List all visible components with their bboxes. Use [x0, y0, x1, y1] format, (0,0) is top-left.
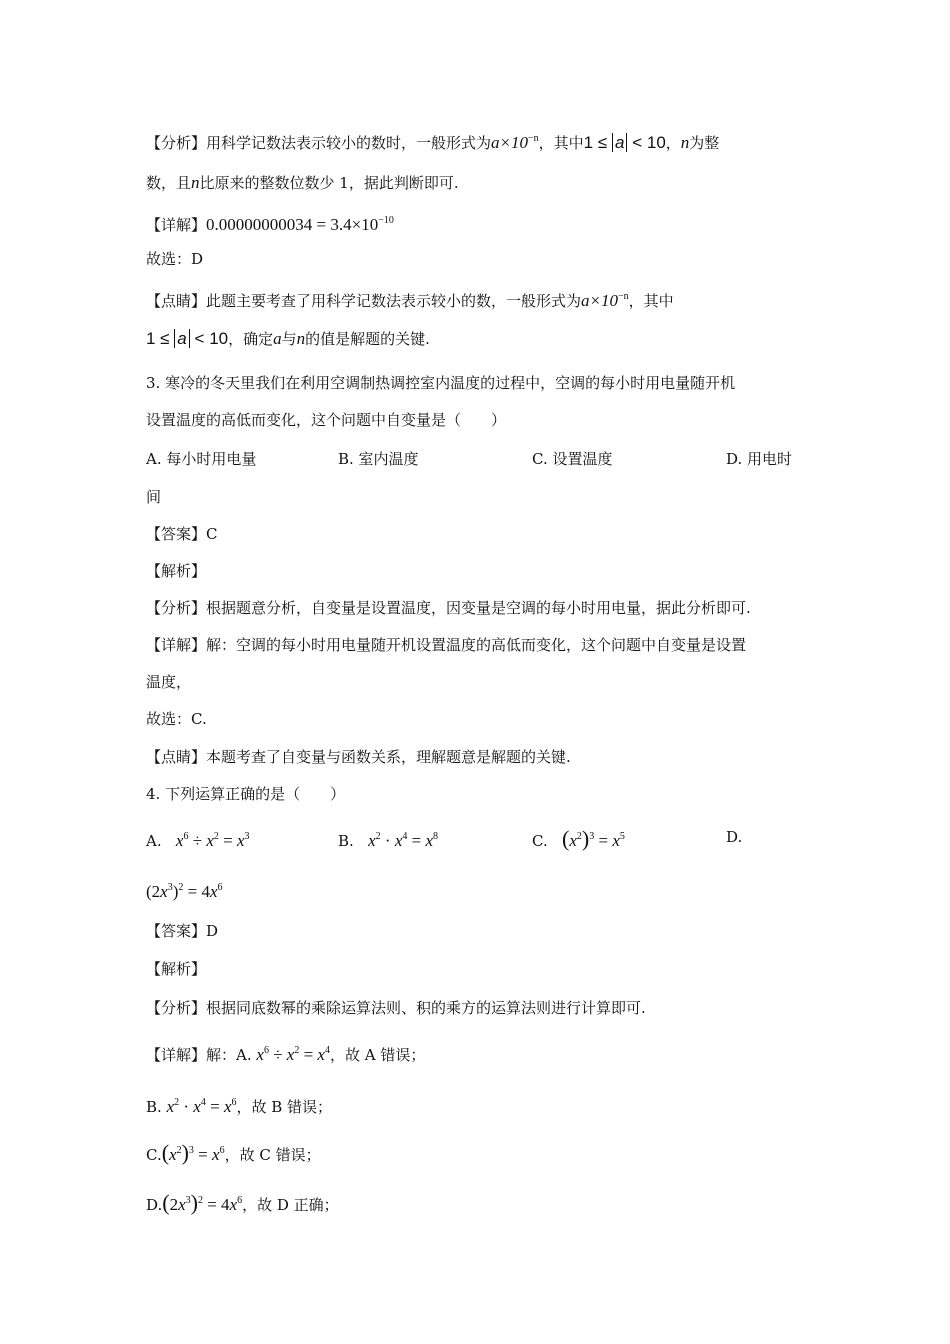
- q3-option-d-wrap: 间: [146, 488, 162, 506]
- n-var: n: [680, 133, 690, 152]
- q4-detail-c: $C.(x^2)^3 = x^6$，故 C 错误；: [146, 1140, 321, 1165]
- q2-analysis-line2: [146, 172, 459, 194]
- sci-form: $a\times 10^{-n}$: [581, 291, 629, 310]
- q4-detail-b: B. $x^2 \cdot x^4 = x^6$，故 B 错误；: [146, 1097, 333, 1116]
- n-var: n: [296, 329, 306, 348]
- comment-tag: 【点睛】: [146, 292, 207, 310]
- comma: ，: [665, 134, 681, 152]
- text: 与: [281, 330, 297, 348]
- q3-detail-1: 【详解】解：空调的每小时用电量随开机设置温度的高低而变化，这个问题中自变量是设置: [146, 636, 747, 654]
- q2-comment-line2: [146, 328, 430, 350]
- text: 数，且: [146, 174, 192, 192]
- range-low: 1 ≤: [146, 329, 170, 348]
- q4-option-d: D.: [726, 828, 743, 846]
- n-var: n: [191, 173, 200, 192]
- q3-comment: 【点睛】本题考查了自变量与函数关系，理解题意是解题的关键.: [146, 748, 571, 766]
- text: ，其中: [628, 292, 674, 310]
- q3-jiexi: 【解析】: [146, 562, 207, 580]
- q3-stem-1: 3. 寒冷的冬天里我们在利用空调制热调控室内温度的过程中，空调的每小时用电量随开机: [146, 374, 736, 392]
- q4-detail-d: $D.(2x^3)^2 = 4x^6$，故 D 正确；: [146, 1190, 339, 1215]
- range-low: 1 ≤: [583, 133, 608, 152]
- detail-expr: $0.00000000034 = 3.4\times 10^{-10}$: [206, 215, 394, 234]
- analysis-text: 用科学记数法表示较小的数时，一般形式为: [206, 134, 492, 152]
- q2-detail: [146, 210, 394, 236]
- analysis-tag: 【分析】: [146, 134, 207, 152]
- q3-option-a: A. 每小时用电量: [146, 450, 257, 468]
- text: 的值是解题的关键.: [305, 330, 430, 348]
- sci-form: $a\times 10^{-n}$: [491, 133, 539, 152]
- range-high: < 10: [632, 133, 666, 152]
- q3-detail-2: 温度，: [146, 673, 192, 691]
- range-high: < 10: [194, 329, 229, 348]
- q2-choice: 故选：D: [146, 250, 204, 268]
- q3-choice: 故选：C.: [146, 710, 207, 728]
- q3-option-d: D. 用电时: [726, 450, 793, 468]
- q4-detail-a: 【详解】解：A. $x^6 \div x^2 = x^4$，故 A 错误；: [146, 1045, 426, 1064]
- text: 此题主要考查了用科学记数法表示较小的数，一般形式为: [206, 292, 582, 310]
- abs-a: a: [174, 329, 189, 348]
- q3-option-b: B. 室内温度: [338, 450, 419, 468]
- q4-jiexi: 【解析】: [146, 960, 207, 978]
- q4-option-a: A. $x^6 \div x^2 = x^3$: [146, 831, 250, 850]
- abs-a: a: [612, 133, 627, 152]
- q4-stem: 4. 下列运算正确的是（ ）: [146, 785, 346, 803]
- q2-comment-line1: [146, 286, 674, 312]
- a-var: a: [273, 329, 282, 348]
- text: 比原来的整数位数少 1，据此判断即可.: [199, 174, 459, 192]
- q2-analysis-line1: [146, 128, 719, 154]
- analysis-text-3: 为整: [689, 134, 720, 152]
- q3-option-c: C. 设置温度: [532, 450, 613, 468]
- analysis-text-2: ，其中: [538, 134, 584, 152]
- q4-option-b: B. $x^2 \cdot x^4 = x^8$: [338, 831, 439, 850]
- q4-option-c: C. $(x^2)^3 = x^5$: [532, 826, 625, 851]
- detail-tag: 【详解】: [146, 216, 207, 234]
- q3-analysis: 【分析】根据题意分析，自变量是设置温度，因变量是空调的每小时用电量，据此分析即可.: [146, 599, 751, 617]
- text: ，确定: [228, 330, 274, 348]
- q3-answer: 【答案】C: [146, 525, 218, 543]
- q4-answer: 【答案】D: [146, 922, 219, 940]
- q4-option-d-expr: $(2x^3)^2 = 4x^6$: [146, 882, 223, 901]
- q4-analysis: 【分析】根据同底数幂的乘除运算法则、积的乘方的运算法则进行计算即可.: [146, 999, 646, 1017]
- q3-stem-2: 设置温度的高低而变化，这个问题中自变量是（ ）: [146, 411, 507, 429]
